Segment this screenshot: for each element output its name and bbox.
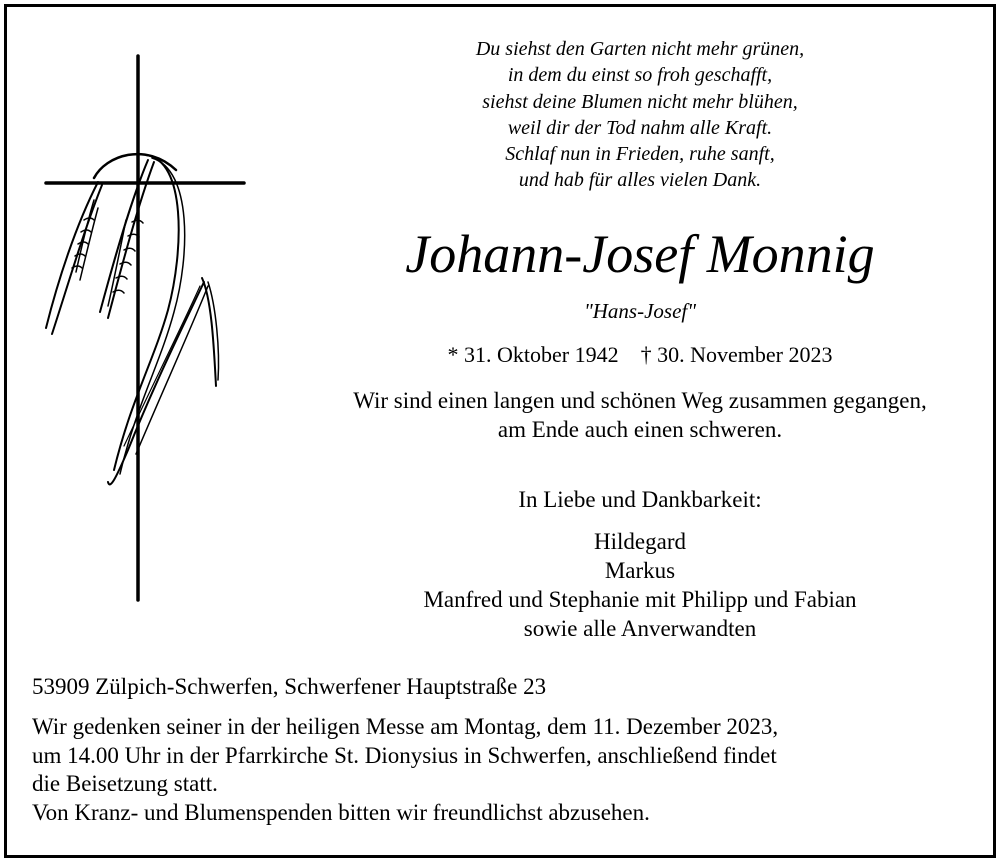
family-member: sowie alle Anverwandten [523, 616, 757, 641]
nickname: "Hans-Josef" [583, 299, 697, 323]
poem-line: in dem du einst so froh geschafft, [507, 64, 773, 87]
poem-line: weil dir der Tod nahm alle Kraft. [507, 116, 773, 139]
poem-line: Schlaf nun in Frieden, ruhe sanft, [505, 143, 775, 166]
life-dates [300, 341, 980, 369]
death-date: † 30. November 2023 [640, 342, 833, 367]
birth-date: * 31. Oktober 1942 [447, 342, 619, 367]
deceased-name: Johann-Josef Monnig [405, 224, 875, 284]
motto [300, 386, 980, 444]
address: 53909 Zülpich-Schwerfen, Schwerfener Hauptstraße 23 [32, 674, 547, 699]
cross-with-wheat-icon [36, 50, 256, 605]
thanks-heading: In Liebe und Dankbarkeit: [518, 487, 762, 512]
funeral-notice [32, 713, 778, 827]
poem-line: siehst deine Blumen nicht mehr blühen, [482, 90, 798, 113]
motto-line: am Ende auch einen schweren. [497, 417, 783, 442]
notice-line: die Beisetzung statt. [32, 771, 218, 796]
family-member: Markus [604, 558, 676, 583]
poem-line: Du siehst den Garten nicht mehr grünen, [475, 38, 805, 60]
family-member: Hildegard [594, 529, 686, 554]
poem [330, 36, 950, 194]
family-member: Manfred und Stephanie mit Philipp und Fabian [423, 587, 857, 612]
notice-line: um 14.00 Uhr in der Pfarrkirche St. Dionysius in Schwerfen, anschließend findet [32, 742, 777, 768]
notice-line: Von Kranz- und Blumenspenden bitten wir freundlichst abzusehen. [32, 799, 650, 825]
family-list [300, 527, 980, 643]
motto-line: Wir sind einen langen und schönen Weg zusammen gegangen, [353, 388, 927, 413]
notice-line: Wir gedenken seiner in der heiligen Messe am Montag, dem 11. Dezember 2023, [32, 714, 779, 739]
poem-line: und hab für alles vielen Dank. [518, 169, 762, 192]
